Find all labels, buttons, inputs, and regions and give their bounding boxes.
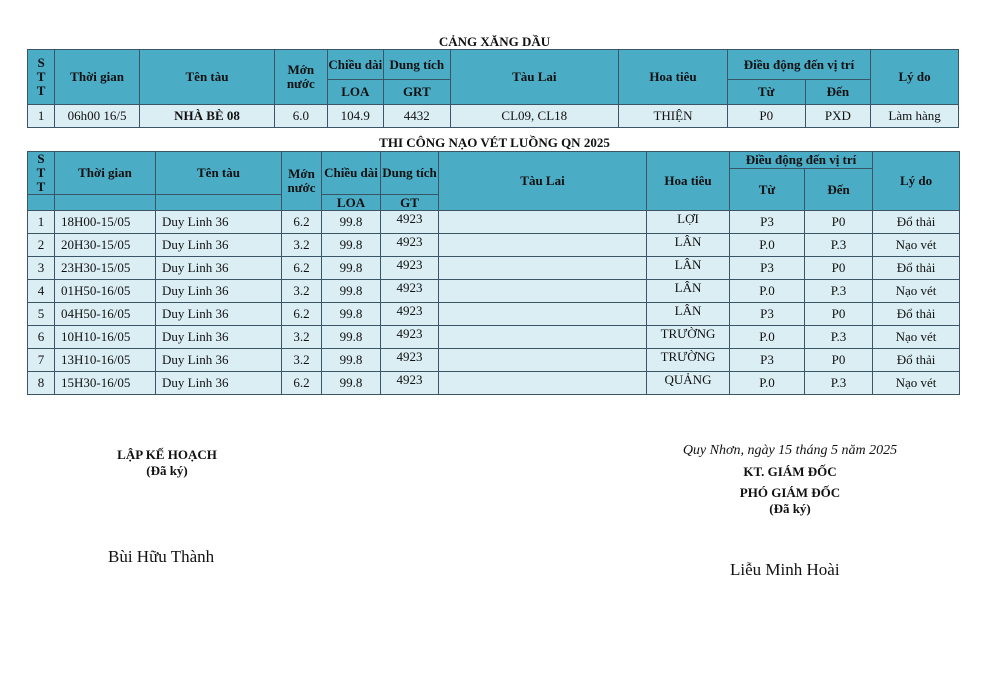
- planner-name: Bùi Hữu Thành: [108, 547, 215, 566]
- header-time: Thời gian: [55, 50, 140, 105]
- cell-pilot: LÂN: [647, 303, 730, 326]
- section2-title: THI CÔNG NẠO VÉT LUỒNG QN 2025: [379, 135, 610, 150]
- header-move: Điều động đến vị trí: [727, 50, 870, 80]
- cell-loa: 104.9: [327, 105, 383, 128]
- cell-pilot: LỢI: [647, 211, 730, 234]
- cell-ship: Duy Linh 36: [156, 326, 282, 349]
- cell-ship: Duy Linh 36: [156, 372, 282, 395]
- header-tug: Tàu Lai: [450, 50, 618, 105]
- cell-draft: 3.2: [282, 234, 322, 257]
- cell-from: P.0: [730, 280, 805, 303]
- header-length: Chiều dài: [322, 152, 381, 195]
- header-gt: GT: [381, 195, 439, 211]
- cell-ship: Duy Linh 36: [156, 211, 282, 234]
- header-stt-cont: [28, 195, 55, 211]
- place-date: Quy Nhơn, ngày 15 tháng 5 năm 2025: [682, 443, 898, 458]
- cell-reason: Đổ thải: [873, 257, 960, 280]
- cell-reason: Nạo vét: [873, 234, 960, 257]
- table-row: [28, 326, 960, 349]
- cell-stt: 1: [28, 105, 55, 128]
- director-title2: PHÓ GIÁM ĐỐC: [739, 485, 841, 500]
- cell-to: PXD: [805, 105, 871, 128]
- cell-pilot: LÂN: [647, 234, 730, 257]
- cell-reason: Đổ thải: [873, 303, 960, 326]
- cell-from: P3: [730, 211, 805, 234]
- section1-title: CẢNG XĂNG DẦU: [438, 34, 551, 49]
- header-to: Đến: [805, 80, 871, 105]
- cell-gt: 4923: [381, 234, 439, 257]
- header-stt: S T T: [28, 152, 55, 195]
- header-tonnage: Dung tích: [381, 152, 439, 195]
- header-from: Từ: [730, 169, 805, 211]
- cell-gt: 4923: [381, 280, 439, 303]
- cell-tug: CL09, CL18: [450, 105, 618, 128]
- table-row: [28, 234, 960, 257]
- cell-time: 18H00-15/05: [55, 211, 156, 234]
- header-ship-cont: [156, 195, 282, 211]
- cell-reason: Làm hàng: [871, 105, 959, 128]
- header-draft: Mớn nước: [275, 50, 327, 105]
- cell-tug: [439, 326, 647, 349]
- cell-pilot: LÂN: [647, 280, 730, 303]
- cell-ship: NHÀ BÈ 08: [139, 105, 274, 128]
- cell-grt: 4432: [384, 105, 451, 128]
- header-length: Chiều dài: [327, 50, 383, 80]
- table-row: [28, 349, 960, 372]
- cell-loa: 99.8: [322, 234, 381, 257]
- planner-signed: (Đã ký): [146, 463, 188, 478]
- cell-ship: Duy Linh 36: [156, 280, 282, 303]
- header-loa: LOA: [327, 80, 383, 105]
- header-from: Từ: [727, 80, 805, 105]
- header-move: Điều động đến vị trí: [730, 152, 873, 169]
- cell-loa: 99.8: [322, 303, 381, 326]
- cell-gt: 4923: [381, 326, 439, 349]
- cell-from: P.0: [730, 234, 805, 257]
- cell-ship: Duy Linh 36: [156, 234, 282, 257]
- cell-tug: [439, 234, 647, 257]
- cell-stt: 1: [28, 211, 55, 234]
- header-to: Đến: [805, 169, 873, 211]
- cell-to: P0: [805, 349, 873, 372]
- director-title1: KT. GIÁM ĐỐC: [743, 464, 837, 479]
- cell-tug: [439, 280, 647, 303]
- cell-draft: 6.0: [275, 105, 327, 128]
- cell-time: 23H30-15/05: [55, 257, 156, 280]
- cell-draft: 6.2: [282, 257, 322, 280]
- planner-title: LẬP KẾ HOẠCH: [117, 447, 217, 462]
- cell-stt: 8: [28, 372, 55, 395]
- cell-draft: 6.2: [282, 303, 322, 326]
- cell-loa: 99.8: [322, 280, 381, 303]
- header-ship: Tên tàu: [139, 50, 274, 105]
- cell-stt: 3: [28, 257, 55, 280]
- cell-stt: 7: [28, 349, 55, 372]
- table-row: [28, 303, 960, 326]
- cell-reason: Đổ thải: [873, 211, 960, 234]
- header-loa: LOA: [322, 195, 381, 211]
- cell-loa: 99.8: [322, 326, 381, 349]
- cell-tug: [439, 303, 647, 326]
- cell-time: 01H50-16/05: [55, 280, 156, 303]
- cell-stt: 6: [28, 326, 55, 349]
- dredging-schedule-table: [27, 151, 960, 395]
- cell-to: P.3: [805, 234, 873, 257]
- header-pilot: Hoa tiêu: [619, 50, 728, 105]
- cell-draft: 3.2: [282, 280, 322, 303]
- cell-pilot: TRƯỜNG: [647, 349, 730, 372]
- cell-time: 20H30-15/05: [55, 234, 156, 257]
- cell-loa: 99.8: [322, 257, 381, 280]
- cell-time: 06h00 16/5: [55, 105, 140, 128]
- cell-to: P.3: [805, 326, 873, 349]
- cell-tug: [439, 257, 647, 280]
- cell-pilot: TRƯỜNG: [647, 326, 730, 349]
- cell-pilot: QUẢNG: [647, 372, 730, 395]
- table-row: [28, 211, 960, 234]
- cell-tug: [439, 211, 647, 234]
- cell-stt: 4: [28, 280, 55, 303]
- header-pilot: Hoa tiêu: [647, 152, 730, 211]
- cell-to: P.3: [805, 372, 873, 395]
- cell-tug: [439, 372, 647, 395]
- cell-stt: 5: [28, 303, 55, 326]
- cell-time: 10H10-16/05: [55, 326, 156, 349]
- cell-draft: 3.2: [282, 349, 322, 372]
- header-draft: Mớn nước: [282, 152, 322, 211]
- cell-tug: [439, 349, 647, 372]
- cell-from: P3: [730, 257, 805, 280]
- cell-loa: 99.8: [322, 372, 381, 395]
- cell-reason: Nạo vét: [873, 372, 960, 395]
- cell-gt: 4923: [381, 211, 439, 234]
- port-schedule-table: [27, 49, 959, 128]
- planner-signature-block: [92, 447, 242, 479]
- cell-pilot: LÂN: [647, 257, 730, 280]
- cell-from: P.0: [730, 326, 805, 349]
- cell-loa: 99.8: [322, 211, 381, 234]
- cell-gt: 4923: [381, 257, 439, 280]
- cell-gt: 4923: [381, 372, 439, 395]
- header-time: Thời gian: [55, 152, 156, 195]
- cell-gt: 4923: [381, 303, 439, 326]
- cell-loa: 99.8: [322, 349, 381, 372]
- cell-from: P0: [727, 105, 805, 128]
- header-stt: S T T: [28, 50, 55, 105]
- table-row: [28, 280, 960, 303]
- header-grt: GRT: [384, 80, 451, 105]
- director-name: Liễu Minh Hoài: [730, 560, 840, 579]
- cell-stt: 2: [28, 234, 55, 257]
- cell-ship: Duy Linh 36: [156, 303, 282, 326]
- cell-time: 04H50-16/05: [55, 303, 156, 326]
- director-signature-block: [640, 443, 940, 517]
- header-reason: Lý do: [871, 50, 959, 105]
- cell-from: P3: [730, 303, 805, 326]
- table-row: [28, 372, 960, 395]
- cell-time: 13H10-16/05: [55, 349, 156, 372]
- header-ship: Tên tàu: [156, 152, 282, 195]
- cell-gt: 4923: [381, 349, 439, 372]
- cell-draft: 6.2: [282, 211, 322, 234]
- cell-time: 15H30-16/05: [55, 372, 156, 395]
- cell-reason: Nạo vét: [873, 326, 960, 349]
- cell-draft: 6.2: [282, 372, 322, 395]
- header-time-cont: [55, 195, 156, 211]
- cell-from: P3: [730, 349, 805, 372]
- header-tonnage: Dung tích: [384, 50, 451, 80]
- cell-ship: Duy Linh 36: [156, 349, 282, 372]
- cell-reason: Nạo vét: [873, 280, 960, 303]
- cell-reason: Đổ thải: [873, 349, 960, 372]
- table-row: [28, 257, 960, 280]
- table-row: [28, 105, 959, 128]
- header-reason: Lý do: [873, 152, 960, 211]
- cell-to: P0: [805, 211, 873, 234]
- cell-to: P0: [805, 303, 873, 326]
- cell-to: P.3: [805, 280, 873, 303]
- cell-draft: 3.2: [282, 326, 322, 349]
- cell-to: P0: [805, 257, 873, 280]
- header-tug: Tàu Lai: [439, 152, 647, 211]
- cell-ship: Duy Linh 36: [156, 257, 282, 280]
- cell-from: P.0: [730, 372, 805, 395]
- cell-pilot: THIỆN: [619, 105, 728, 128]
- director-signed: (Đã ký): [769, 501, 811, 516]
